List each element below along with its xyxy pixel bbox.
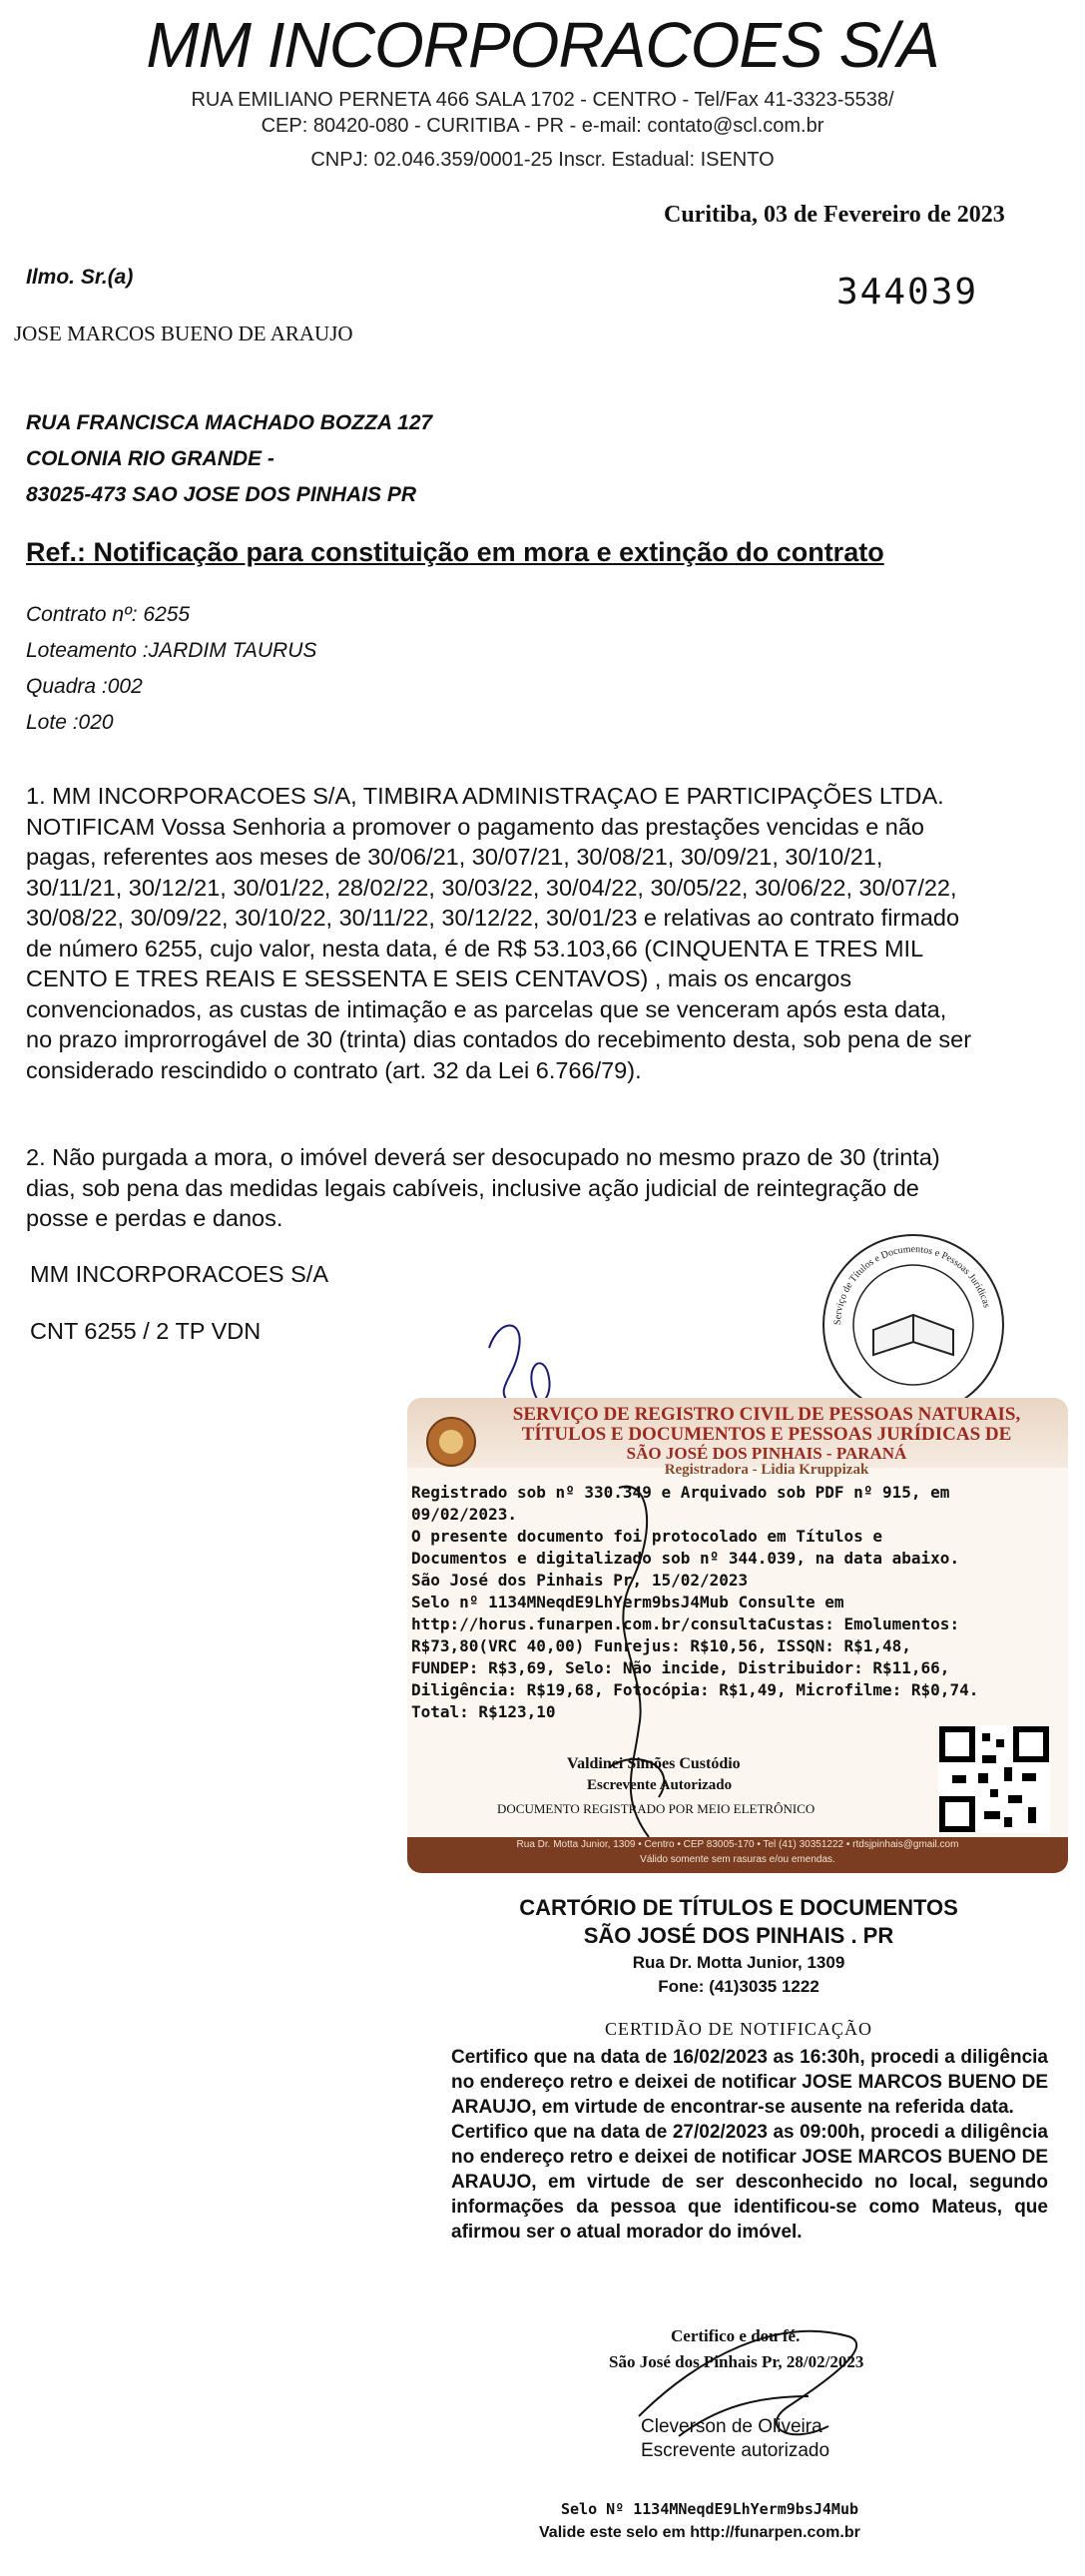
selo-number: Selo Nº 1134MNeqdE9LhYerm9bsJ4Mub bbox=[561, 2500, 859, 2518]
certificate-place-date: São José dos Pinhais Pr, 28/02/2023 bbox=[609, 2352, 864, 2371]
cartorio-address: Rua Dr. Motta Junior, 1309 bbox=[632, 1953, 845, 1972]
registry-stamp bbox=[407, 1398, 1068, 1873]
salutation: Ilmo. Sr.(a) bbox=[26, 266, 134, 289]
stamp-clerk-name: Valdinei Simões Custódio bbox=[567, 1755, 741, 1772]
cartorio-name-1: CARTÓRIO DE TÍTULOS E DOCUMENTOS bbox=[519, 1895, 958, 1920]
cartorio-name-2: SÃO JOSÉ DOS PINHAIS . PR bbox=[583, 1923, 894, 1948]
certifico-line: Certifico e dou fé. bbox=[671, 2326, 801, 2345]
stamp-footer-address: Rua Dr. Motta Junior, 1309 • Centro • CEP 83005-170 • Tel (41) 30351222 • rtdsjpinhais@gmail.com bbox=[516, 1839, 959, 1850]
contract-lote: Lote :020 bbox=[26, 711, 114, 734]
company-registration-line: CNPJ: 02.046.359/0001-25 Inscr. Estadual: ISENTO bbox=[310, 149, 775, 171]
qr-code-icon bbox=[938, 1725, 1050, 1833]
notary-seal-icon bbox=[818, 1230, 1008, 1420]
company-title: MM INCORPORACOES S/A bbox=[146, 9, 939, 81]
contract-loteamento: Loteamento :JARDIM TAURUS bbox=[26, 639, 317, 662]
stamp-title-1: SERVIÇO DE REGISTRO CIVIL DE PESSOAS NATURAIS, bbox=[512, 1404, 1021, 1425]
stamp-registration-details: Registrado sob nº 330.349 e Arquivado sob PDF nº 915, em 09/02/2023. O presente documento foi protocolado em Títulos e Documentos e digitalizado sob nº 344.039, na data abaixo. São José dos Pinhais Pr, 15/02/2023 Selo nº 1134MNeqdE9LhYerm9bsJ4Mub Consulte em http://horus.funarpen.com.br/consultaCustas: Emolumentos: R$73,80(VRC 40,00) Funrejus: R$10,56, ISSQN: R$1,48, FUNDEP: R$3,69, Selo: Não incide, Distribuidor: R$11,66, Diligência: R$19,68, Fotocópia: R$1,49, Microfilme: R$0,74. Total: R$123,10 bbox=[411, 1483, 979, 1721]
stamp-title-3: SÃO JOSÉ DOS PINHAIS - PARANÁ bbox=[626, 1444, 907, 1463]
company-address-line-1: RUA EMILIANO PERNETA 466 SALA 1702 - CENTRO - Tel/Fax 41-3323-5538/ bbox=[191, 89, 894, 111]
reference-subject: Ref.: Notificação para constituição em mora e extinção do contrato bbox=[26, 537, 884, 567]
stamp-registrar: Registradora - Lidia Kruppizak bbox=[664, 1462, 869, 1478]
stamp-clerk-role: Escrevente Autorizado bbox=[587, 1777, 733, 1793]
recipient-street: RUA FRANCISCA MACHADO BOZZA 127 bbox=[26, 411, 433, 434]
notification-paragraph-1: 1. MM INCORPORACOES S/A, TIMBIRA ADMINISTRAÇAO E PARTICIPAÇÕES LTDA. NOTIFICAM Vossa Senhoria a promover o pagamento das prestações vencidas e não pagas, referentes aos meses de 30/06/21, 30/07/21, 30/08/21, 30/09/21, 30/10/21, 30/11/21, 30/12/21, 30/01/22, 28/02/22, 30/03/22, 30/04/22, 30/05/22, 30/06/22, 30/07/22, 30/08/22, 30/09/22, 30/10/22, 30/11/22, 30/12/22, 30/01/23 e relativas ao contrato firmado de número 6255, cujo valor, nesta data, é de R$ 53.103,66 (CINQUENTA E TRES MIL CENTO E TRES REAIS E SESSENTA E SEIS CENTAVOS) , mais os encargos convencionados, as custas de intimação e as parcelas que se venceram após esta data, no prazo improrrogável de 30 (trinta) dias contados do recebimento desta, sob pena de ser considerado rescindido o contrato (art. 32 da Lei 6.766/79). bbox=[26, 783, 972, 1083]
signoff-code: CNT 6255 / 2 TP VDN bbox=[30, 1318, 262, 1344]
signer-role: Escrevente autorizado bbox=[641, 2440, 830, 2461]
protocol-number: 344039 bbox=[836, 272, 979, 313]
parana-coat-of-arms-icon bbox=[423, 1414, 479, 1470]
certificate-body: Certifico que na data de 16/02/2023 as 16:30h, procedi a diligência no endereço retro e deixei de notificar JOSE MARCOS BUENO DE ARAUJO, em virtude de encontrar-se ausente na referida data. Certifico que na data de 27/02/2023 as 09:00h, procedi a diligência no endereço retro e deixei de notificar JOSE MARCOS BUENO DE ARAUJO, em virtude de ser desconhecido no local, segundo informações da pessoa que identificou-se como Mateus, que afirmou ser o atual morador do imóvel. bbox=[451, 2047, 1048, 2243]
notification-paragraph-2: 2. Não purgada a mora, o imóvel deverá ser desocupado no mesmo prazo de 30 (trinta) dias, sob pena das medidas legais cabíveis, inclusive ação judicial de reintegração de posse e perdas e danos. bbox=[26, 1144, 940, 1231]
recipient-name: JOSE MARCOS BUENO DE ARAUJO bbox=[14, 322, 353, 345]
certificate-title: CERTIDÃO DE NOTIFICAÇÃO bbox=[605, 2019, 872, 2039]
recipient-district: COLONIA RIO GRANDE - bbox=[26, 447, 274, 470]
stamp-footer bbox=[407, 1837, 1068, 1873]
contract-number: Contrato nº: 6255 bbox=[26, 603, 191, 626]
stamp-title-2: TÍTULOS E DOCUMENTOS E PESSOAS JURÍDICAS DE bbox=[521, 1424, 1012, 1445]
selo-validation: Valide este selo em http://funarpen.com.br bbox=[539, 2524, 860, 2541]
svg-text:Serviço de Títulos e Documento: Serviço de Títulos e Documentos e Pessoas Jurídicas bbox=[831, 1243, 992, 1326]
clerk-signature-icon bbox=[589, 1468, 709, 1847]
recipient-city: 83025-473 SAO JOSE DOS PINHAIS PR bbox=[26, 483, 416, 506]
cartorio-phone: Fone: (41)3035 1222 bbox=[658, 1977, 819, 1996]
signer-name: Cleverson de Oliveira bbox=[641, 2416, 822, 2437]
stamp-footer-validity: Válido somente sem rasuras e/ou emendas. bbox=[640, 1854, 835, 1865]
stamp-electronic-note: DOCUMENTO REGISTRADO POR MEIO ELETRÔNICO bbox=[497, 1801, 815, 1816]
signoff-company: MM INCORPORACOES S/A bbox=[30, 1261, 329, 1287]
letter-date: Curitiba, 03 de Fevereiro de 2023 bbox=[664, 202, 1005, 228]
contract-quadra: Quadra :002 bbox=[26, 675, 143, 698]
company-address-line-2: CEP: 80420-080 - CURITIBA - PR - e-mail: contato@scl.com.br bbox=[261, 115, 824, 137]
